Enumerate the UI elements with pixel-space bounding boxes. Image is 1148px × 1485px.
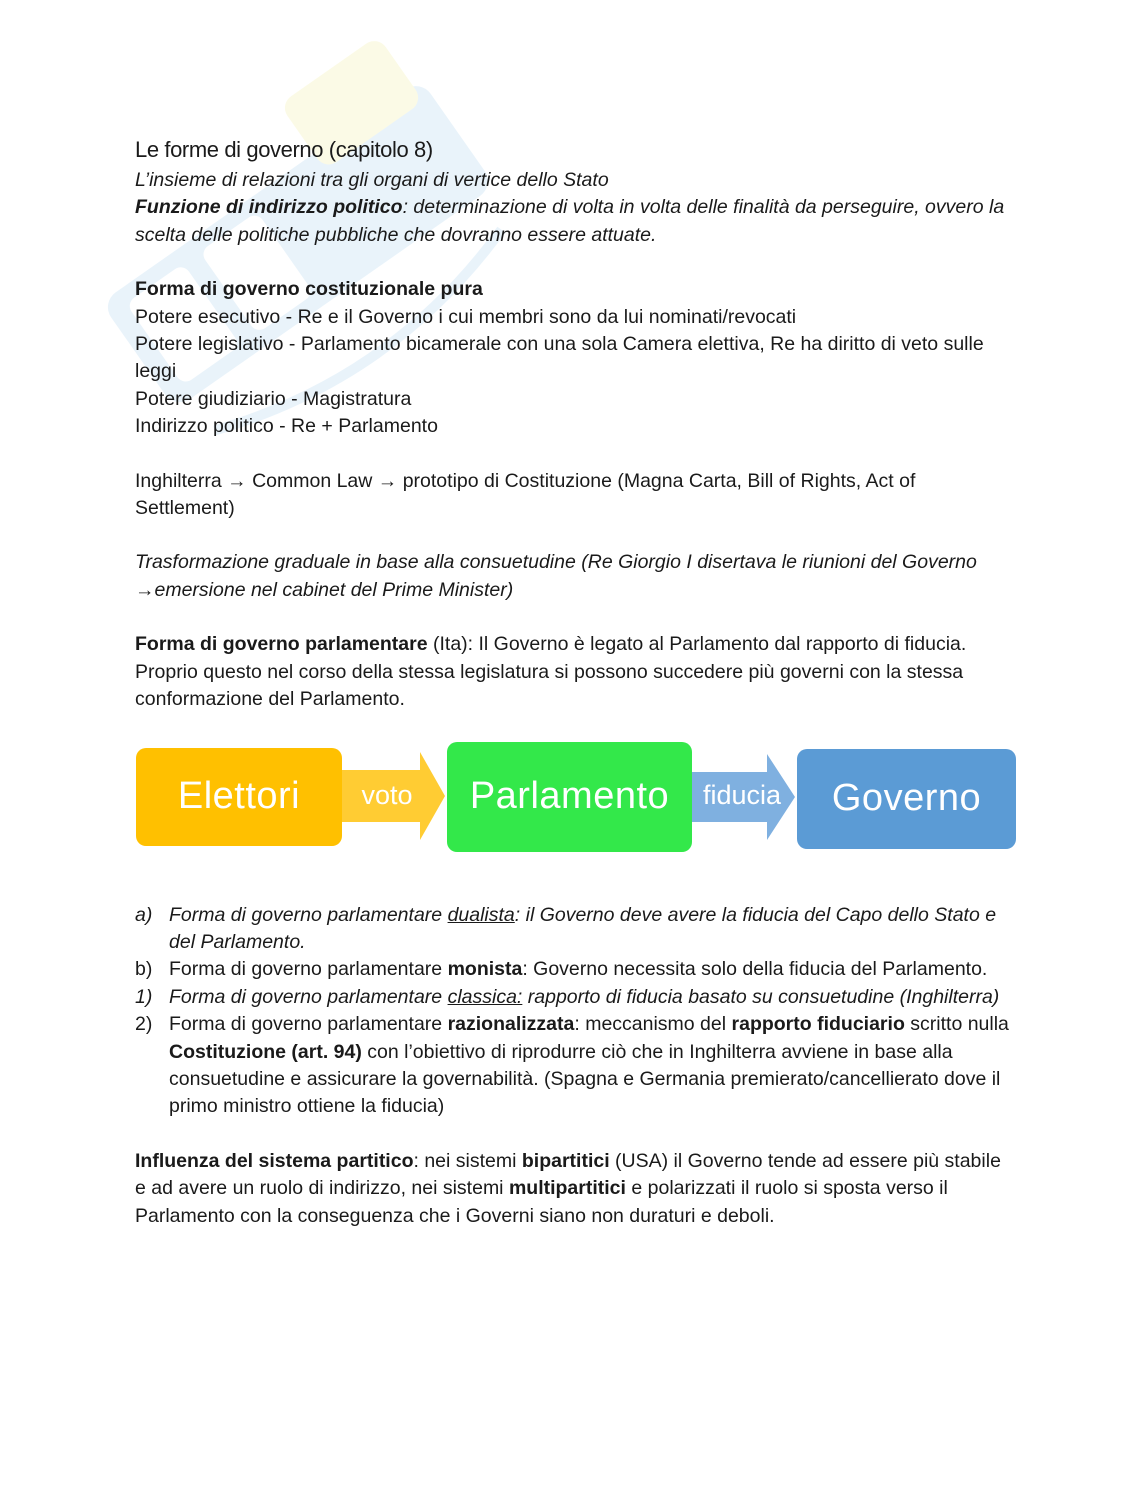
flow-diagram xyxy=(135,738,1015,858)
pure-line-executive: Potere esecutivo - Re e il Governo i cui membri sono da lui nominati/revocati xyxy=(135,305,797,328)
list-item-term: razionalizzata xyxy=(447,1013,575,1036)
box-governo: Governo xyxy=(797,749,1016,849)
influence-text: (USA) il Governo tende ad essere più stabile e ad avere un ruolo di indirizzo, nei sistemi xyxy=(135,1149,1001,1200)
list-item xyxy=(135,956,1015,983)
list-item-text: Forma di governo parlamentare xyxy=(169,985,448,1008)
arrow-right-icon: → xyxy=(135,578,155,601)
influence-term: multipartitici xyxy=(508,1177,626,1200)
influence-paragraph xyxy=(135,1148,1015,1230)
list-item-text: : Governo necessita solo della fiducia del Parlamento. xyxy=(522,958,988,981)
list-marker: a) xyxy=(135,903,153,926)
list-item xyxy=(135,1011,1015,1121)
list-item-term: dualista xyxy=(447,903,515,926)
list-marker: b) xyxy=(135,958,153,981)
list-marker: 2) xyxy=(135,1013,153,1036)
influence-text: e polarizzati il ruolo si sposta verso il Parlamento con la conseguenza che i Governi siano non duraturi e deboli. xyxy=(135,1177,948,1227)
list-item xyxy=(135,902,1015,957)
box-parlamento: Parlamento xyxy=(447,742,692,852)
list-item-term: monista xyxy=(447,958,523,981)
england-part3: prototipo di Costituzione (Magna Carta, Bill of Rights, Act of Settlement) xyxy=(135,469,916,520)
list-item-text: Forma di governo parlamentare xyxy=(169,958,448,981)
box-elettori: Elettori xyxy=(136,748,342,846)
arrow-voto-label: voto xyxy=(361,779,413,810)
function-text: : determinazione di volta in volta delle finalità da perseguire, ovvero la scelta delle politiche pubbliche che dovranno essere attuate. xyxy=(135,196,1005,246)
list-marker: 1) xyxy=(135,985,153,1008)
england-line xyxy=(135,468,1015,523)
intro-function xyxy=(135,194,1015,249)
list-item-term: classica: xyxy=(447,985,523,1008)
document-page xyxy=(135,135,1015,1230)
pure-line-judicial: Potere giudiziario - Magistratura xyxy=(135,387,412,410)
function-term: Funzione di indirizzo politico xyxy=(135,196,403,219)
influence-term: bipartitici xyxy=(521,1149,610,1172)
influence-text: : nei sistemi xyxy=(413,1149,522,1172)
list-item-text: Forma di governo parlamentare xyxy=(169,903,448,926)
list-item-text: con l’obiettivo di riprodurre ciò che in Inghilterra avviene in base alla consuetudine e assicurare la governabilità. (Spagna e Germania premierato/cancellierato dove il primo ministro ottiene la fiducia) xyxy=(169,1040,1001,1118)
pure-line-legislative: Potere legislativo - Parlamento bicamerale con una sola Camera elettiva, Re ha diritto di veto sulle leggi xyxy=(135,333,984,383)
arrow-right-icon: → xyxy=(227,469,247,492)
arrow-right-icon: → xyxy=(377,469,398,492)
list-item-text: Forma di governo parlamentare xyxy=(169,1013,448,1036)
list-item-text: scritto nulla xyxy=(904,1013,1009,1036)
list-item xyxy=(135,984,1015,1011)
parliamentary-types-list xyxy=(135,902,1015,1121)
parliamentary-term: Forma di governo parlamentare xyxy=(135,633,428,656)
transformation-part2: emersione nel cabinet del Prime Minister) xyxy=(154,578,514,601)
parliamentary-text: (Ita): Il Governo è legato al Parlamento dal rapporto di fiducia. Proprio questo nel corso della stessa legislatura si possono succedere più governi con la stessa conformazione del Parlamento. xyxy=(135,633,967,711)
list-item-term: rapporto fiduciario xyxy=(731,1013,905,1036)
pure-heading: Forma di governo costituzionale pura xyxy=(135,278,483,301)
list-item-term: Costituzione (art. 94) xyxy=(169,1040,362,1063)
england-part1: Inghilterra xyxy=(135,469,222,492)
list-item-text: : meccanismo del xyxy=(574,1013,732,1036)
england-part2: Common Law xyxy=(252,469,373,492)
parliamentary-paragraph xyxy=(135,631,1015,713)
list-item-text: rapporto di fiducia basato su consuetudine (Inghilterra) xyxy=(522,985,1000,1008)
transformation-line xyxy=(135,549,1015,604)
intro-definition: L’insieme di relazioni tra gli organi di vertice dello Stato xyxy=(135,169,609,191)
arrow-fiducia-label: fiducia xyxy=(702,779,782,810)
transformation-part1: Trasformazione graduale in base alla consuetudine (Re Giorgio I disertava le riunioni del Governo xyxy=(135,551,977,574)
list-item-text: : il Governo deve avere la fiducia del Capo dello Stato e del Parlamento. xyxy=(169,903,997,953)
pure-line-political: Indirizzo politico - Re + Parlamento xyxy=(135,415,438,438)
influence-term: Influenza del sistema partitico xyxy=(135,1149,414,1172)
page-title: Le forme di governo (capitolo 8) xyxy=(135,137,433,162)
